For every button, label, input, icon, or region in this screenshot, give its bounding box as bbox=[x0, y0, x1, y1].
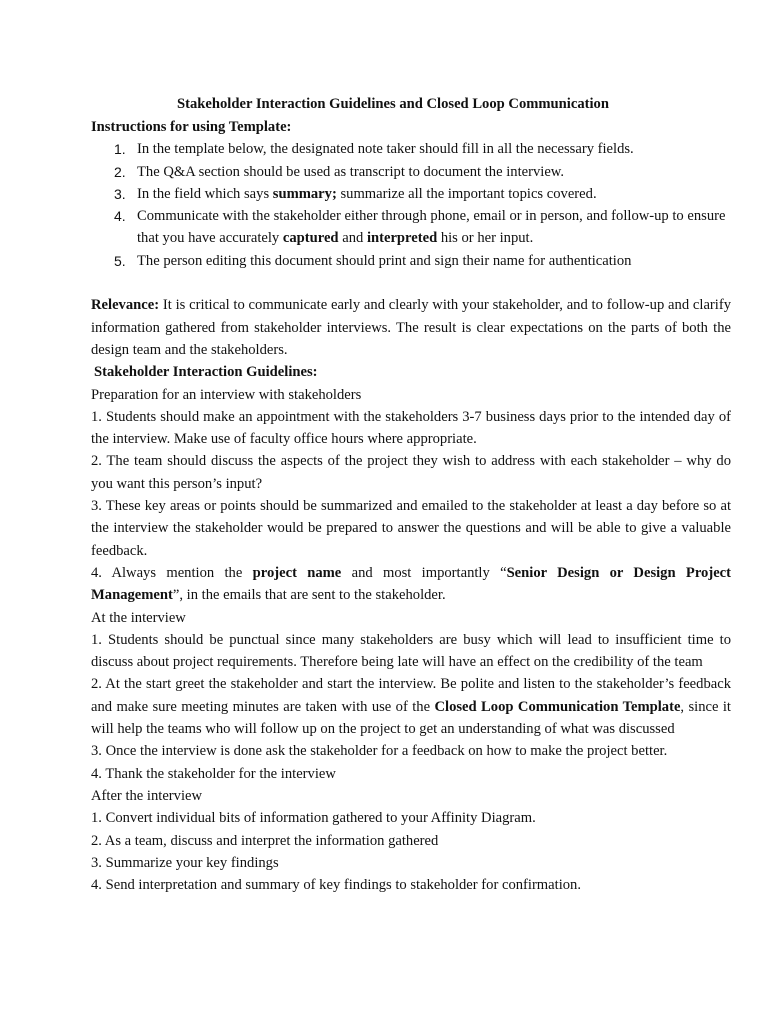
prep-text: 4. Always mention the bbox=[91, 564, 253, 581]
after-interview-heading: After the interview bbox=[91, 787, 203, 804]
instructions-heading: Instructions for using Template: bbox=[91, 119, 292, 135]
at-item: 4. Thank the stakeholder for the interview bbox=[91, 765, 336, 782]
instruction-number: 4. bbox=[114, 208, 126, 225]
instruction-text: and bbox=[338, 230, 367, 247]
instruction-bold: interpreted bbox=[366, 230, 438, 247]
relevance-label: Relevance: bbox=[91, 297, 160, 314]
instruction-text: The person editing this document should print and sign their name for authentication bbox=[137, 252, 632, 269]
instruction-item bbox=[91, 138, 731, 160]
at-bold: Closed Loop Communication Template bbox=[434, 698, 681, 715]
after-item: 3. Summarize your key findings bbox=[91, 854, 279, 871]
at-text: , since it will help the teams who will follow up on the project to get an understanding of what was discussed bbox=[91, 698, 731, 738]
instruction-text: In the field which says bbox=[137, 185, 273, 202]
prep-text: ”, in the emails that are sent to the stakeholder. bbox=[172, 587, 446, 604]
prep-bold: Senior Design or Design Project Management bbox=[91, 564, 732, 604]
at-item: 3. Once the interview is done ask the stakeholder for a feedback on how to make the project better. bbox=[91, 743, 668, 760]
after-item: 1. Convert individual bits of information gathered to your Affinity Diagram. bbox=[91, 810, 536, 827]
at-item: 1. Students should be punctual since many stakeholders are busy which will lead to insufficient time to discuss about project requirements. Therefore being late will have an effect on the credibility of the team bbox=[91, 631, 731, 671]
instruction-number: 5. bbox=[114, 252, 126, 269]
after-item: 2. As a team, discuss and interpret the information gathered bbox=[91, 832, 439, 849]
prep-item: 1. Students should make an appointment with the stakeholders 3-7 business days prior to the intended day of the interview. Make use of faculty office hours where appropriate. bbox=[91, 408, 731, 448]
relevance-text: It is critical to communicate early and clearly with your stakeholder, and to follow-up and clarify information gathered from stakeholder interviews. The result is clear expectations on the parts of both the design team and the stakeholders. bbox=[91, 297, 731, 358]
at-interview-heading: At the interview bbox=[91, 609, 186, 626]
instruction-number: 2. bbox=[114, 163, 126, 180]
at-item bbox=[91, 673, 731, 740]
instruction-item bbox=[91, 250, 731, 272]
guidelines-heading: Stakeholder Interaction Guidelines: bbox=[94, 364, 318, 381]
prep-item bbox=[91, 562, 731, 607]
preparation-heading: Preparation for an interview with stakeholders bbox=[91, 386, 362, 403]
instruction-text: The Q&A section should be used as transcript to document the interview. bbox=[137, 163, 565, 180]
instruction-text: Communicate with the stakeholder either through phone, email or in person, and follow-up to ensure that you have accurately bbox=[137, 208, 726, 247]
relevance-paragraph bbox=[91, 294, 731, 361]
instruction-text: summarize all the important topics covered. bbox=[336, 185, 597, 202]
after-item: 4. Send interpretation and summary of key findings to stakeholder for confirmation. bbox=[91, 877, 581, 894]
instruction-item bbox=[91, 183, 731, 205]
spacer bbox=[91, 272, 731, 294]
instruction-bold: summary; bbox=[272, 185, 337, 202]
prep-bold: project name bbox=[252, 564, 342, 581]
instruction-item bbox=[91, 205, 731, 250]
instruction-item bbox=[91, 161, 731, 183]
instruction-number: 3. bbox=[114, 185, 126, 202]
instruction-text: his or her input. bbox=[437, 230, 534, 247]
instruction-text: In the template below, the designated note taker should fill in all the necessary fields. bbox=[137, 141, 634, 158]
page-title: Stakeholder Interaction Guidelines and Closed Loop Communication bbox=[177, 96, 609, 112]
prep-text: and most importantly “ bbox=[341, 564, 507, 581]
prep-item: 2. The team should discuss the aspects of the project they wish to address with each stakeholder – why do you want this person’s input? bbox=[91, 453, 731, 492]
instruction-number: 1. bbox=[114, 141, 126, 158]
prep-item: 3. These key areas or points should be summarized and emailed to the stakeholder at least a day before so at the interview the stakeholder would be prepared to answer the questions and will be able to give a valuable feedback. bbox=[91, 498, 731, 559]
instruction-bold: captured bbox=[282, 230, 339, 247]
document-body bbox=[91, 116, 731, 896]
instructions-list bbox=[91, 138, 731, 272]
at-text: 2. At the start greet the stakeholder and start the interview. Be polite and listen to the stakeholder’s feedback and make sure meeting minutes are taken with use of the bbox=[91, 676, 731, 715]
